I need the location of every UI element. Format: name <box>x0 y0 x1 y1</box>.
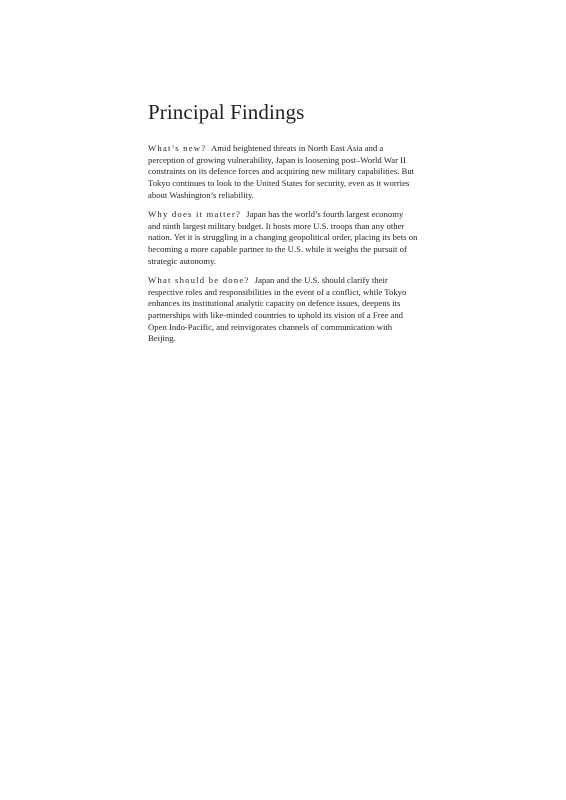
finding-body: Japan has the world’s fourth largest economy and ninth largest military budget. It hosts more U.S. troops than any other nation. Yet it is struggling in a changing geopolitical order, placing its bets on becoming a more capable partner to the U.S. while it weighs the pursuit of strategic autonomy. <box>148 209 418 266</box>
finding-lead: Why does it matter? <box>148 209 241 220</box>
finding-whats-new <box>148 143 418 201</box>
page-title: Principal Findings <box>148 100 305 124</box>
finding-lead: What’s new? <box>148 143 207 154</box>
finding-lead: What should be done? <box>148 275 250 286</box>
principal-findings-section <box>148 100 418 353</box>
finding-body: Japan and the U.S. should clarify their respective roles and responsibilities in the event of a conflict, while Tokyo enhances its institutional analytic capacity on defence issues, deepens its partnerships with like-minded countries to uphold its vision of a Free and Open Indo-Pacific, and reinvigorates channels of communication with Beijing. <box>148 275 407 344</box>
finding-body: Amid heightened threats in North East Asia and a perception of growing vulnerability, Japan is loosening post–World War II constraints on its defence forces and acquiring new military capabilities. But Tokyo continues to look to the United States for security, even as it worries about Washington’s reliability. <box>148 143 415 200</box>
finding-what-should-be-done <box>148 275 418 345</box>
finding-why-does-it-matter <box>148 209 418 267</box>
